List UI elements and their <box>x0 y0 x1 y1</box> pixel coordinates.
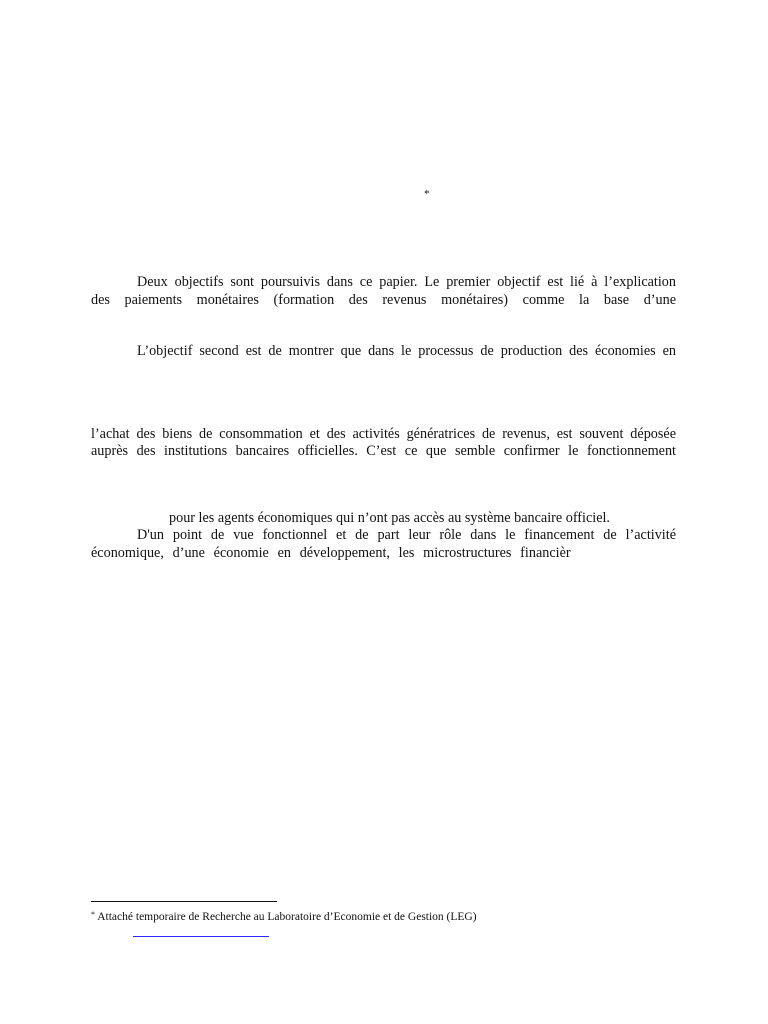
paragraph-3-line-2: auprès des institutions bancaires officielles. C’est ce que semble confirmer le fonctionnement <box>91 443 676 459</box>
paragraph-5-line-2: économique, d’une économie en développement, les microstructures financièr <box>91 545 571 561</box>
footnote-text: Attaché temporaire de Recherche au Laboratoire d’Economie et de Gestion (LEG) <box>95 911 477 923</box>
paragraph-2-line-1: L’objectif second est de montrer que dans le processus de production des économies en <box>137 343 676 359</box>
footnote-separator <box>91 901 277 902</box>
paragraph-1-line-2: des paiements monétaires (formation des revenus monétaires) comme la base d’une <box>91 292 676 308</box>
email-link[interactable] <box>133 936 269 937</box>
paragraph-4-line-1: pour les agents économiques qui n’ont pas accès au système bancaire officiel. <box>169 510 610 526</box>
footnote <box>91 908 477 924</box>
paragraph-3-line-1: l’achat des biens de consommation et des activités génératrices de revenus, est souvent déposée <box>91 426 676 442</box>
author-footnote-marker: * <box>424 188 430 200</box>
footnote-mark: * <box>91 910 95 919</box>
paragraph-1-line-1: Deux objectifs sont poursuivis dans ce papier. Le premier objectif est lié à l’explication <box>137 274 676 290</box>
paragraph-5-line-1: D'un point de vue fonctionnel et de part leur rôle dans le financement de l’activité <box>137 527 676 543</box>
